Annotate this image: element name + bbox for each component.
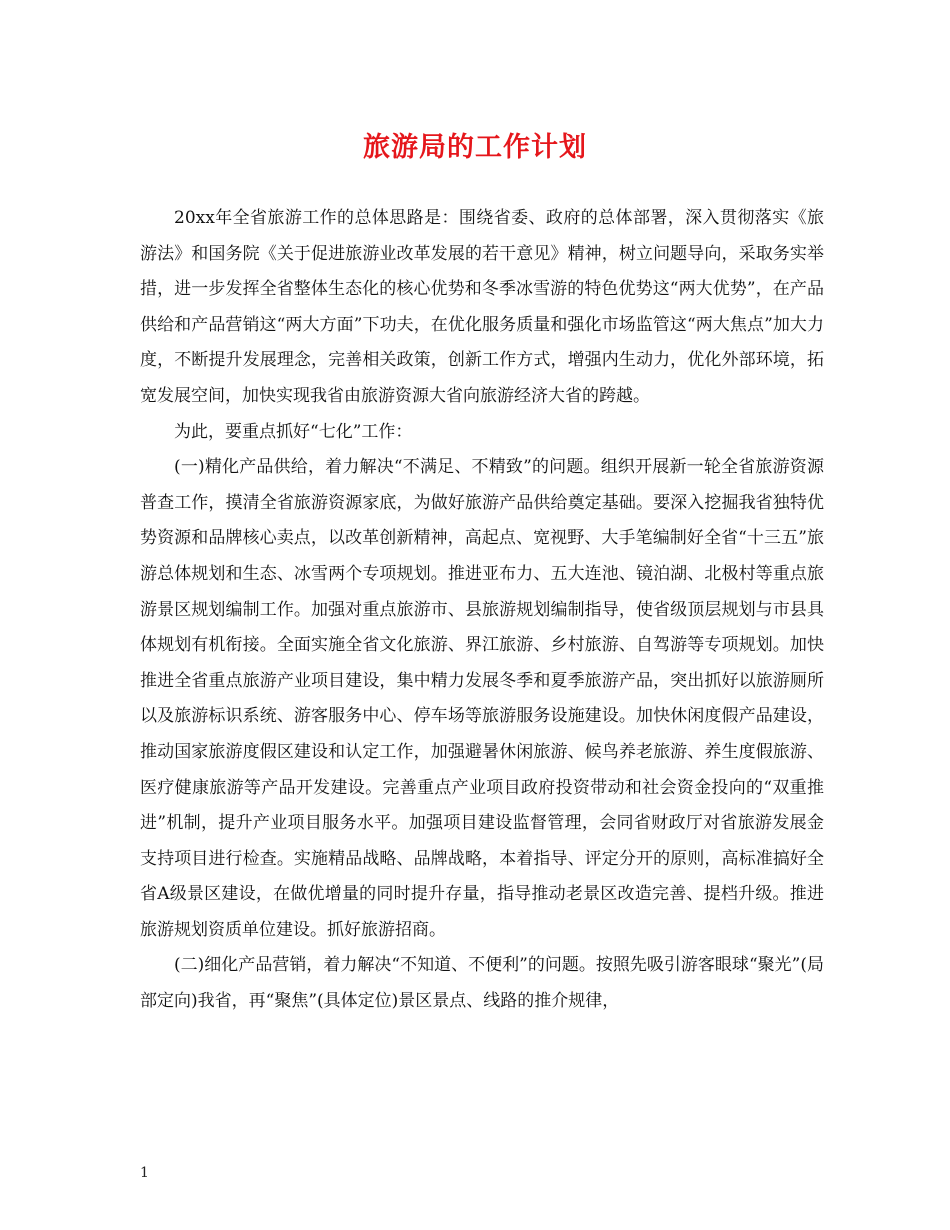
page-number: 1 — [140, 1165, 149, 1181]
document-body — [140, 201, 824, 1020]
paragraph-section-2: (二)细化产品营销，着力解决“不知道、不便利”的问题。按照先吸引游客眼球“聚光”(局部定向)我省，再“聚焦”(具体定位)景区景点、线路的推介规律， — [140, 955, 824, 1012]
paragraph-intro: 为此，要重点抓好“七化”工作： — [174, 421, 413, 442]
document-title: 旅游局的工作计划 — [363, 132, 587, 163]
paragraph-section-1: (一)精化产品供给，着力解决“不满足、不精致”的问题。组织开展新一轮全省旅游资源普查工作，摸清全省旅游资源家底，为做好旅游产品供给奠定基础。要深入挖掘我省独特优势资源和品牌核心卖点，以改革创新精神，高起点、宽视野、大手笔编制好全省“十三五”旅游总体规划和生态、冰雪两个专项规划。推进亚布力、五大连池、镜泊湖、北极村等重点旅游景区规划编制工作。加强对重点旅游市、县旅游规划编制指导，使省级顶层规划与市县具体规划有机衔接。全面实施全省文化旅游、界江旅游、乡村旅游、自驾游等专项规划。加快推进全省重点旅游产业项目建设，集中精力发展冬季和夏季旅游产品，突出抓好以旅游厕所以及旅游标识系统、游客服务中心、停车场等旅游服务设施建设。加快休闲度假产品建设，推动国家旅游度假区建设和认定工作，加强避暑休闲旅游、候鸟养老旅游、养生度假旅游、医疗健康旅游等产品开发建设。完善重点产业项目政府投资带动和社会资金投向的“双重推进”机制，提升产业项目服务水平。加强项目建设监督管理，会同省财政厅对省旅游发展金支持项目进行检查。实施精品战略、品牌战略，本着指导、评定分开的原则，高标准搞好全省A级景区建设，在做优增量的同时提升存量，指导推动老景区改造完善、提档升级。推进旅游规划资质单位建设。抓好旅游招商。 — [140, 457, 824, 940]
paragraph-overview: 20xx年全省旅游工作的总体思路是：围绕省委、政府的总体部署，深入贯彻落实《旅游法》和国务院《关于促进旅游业改革发展的若干意见》精神，树立问题导向，采取务实举措，进一步发挥全省整体生态化的核心优势和冬季冰雪游的特色优势这“两大优势”，在产品供给和产品营销这“两大方面”下功夫，在优化服务质量和强化市场监管这“两大焦点”加大力度，不断提升发展理念，完善相关政策，创新工作方式，增强内生动力，优化外部环境，拓宽发展空间，加快实现我省由旅游资源大省向旅游经济大省的跨越。 — [140, 208, 824, 406]
